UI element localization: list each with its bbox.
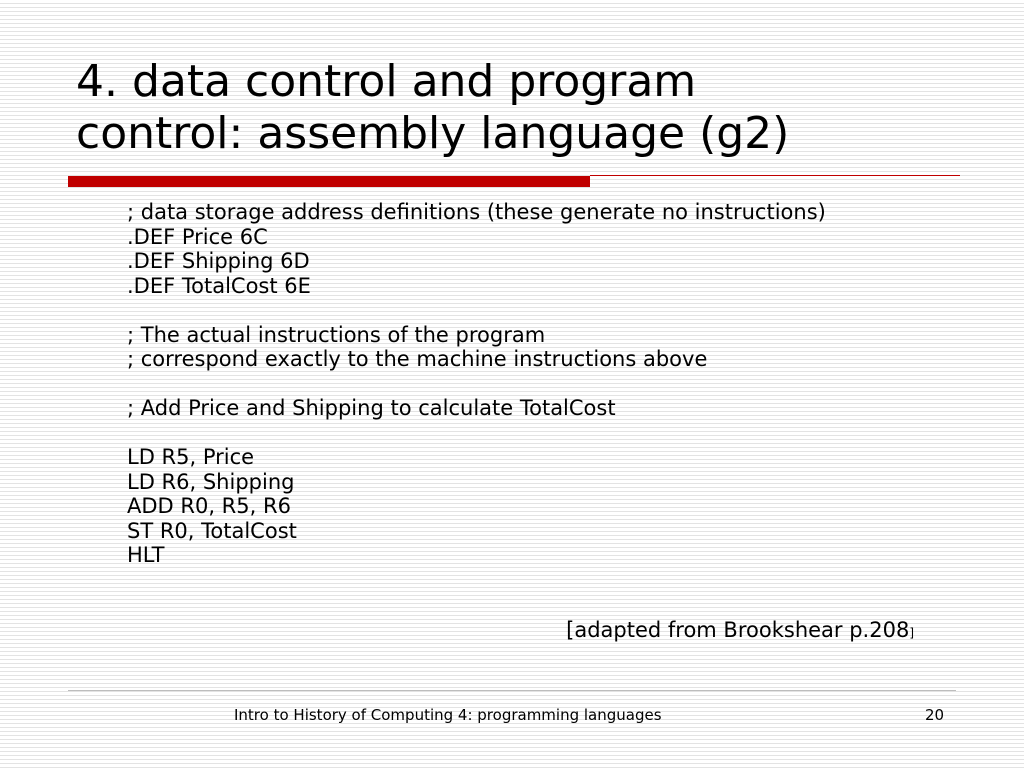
title-underline-thin	[590, 175, 960, 176]
page-number: 20	[925, 706, 945, 724]
title-underline-thick	[68, 176, 590, 187]
code-line-blank	[127, 421, 847, 446]
code-line-ld-r6: LD R6, Shipping	[127, 469, 295, 494]
code-line-blank	[127, 298, 847, 323]
code-line-blank	[127, 372, 847, 397]
citation-close-bracket: ]	[909, 626, 914, 640]
code-line-def-price: .DEF Price 6C	[127, 224, 268, 249]
footer-divider	[68, 690, 956, 691]
code-line-ld-r5: LD R5, Price	[127, 445, 255, 469]
citation	[566, 617, 914, 646]
code-line-def-totalcost: .DEF TotalCost 6E	[127, 273, 311, 298]
slide-title	[76, 56, 976, 160]
code-line-def-shipping: .DEF Shipping 6D	[127, 249, 310, 273]
code-line-comment-actual-instructions: ; The actual instructions of the program	[127, 322, 546, 347]
slide-title-line-1: 4. data control and program	[76, 56, 697, 107]
code-line-st: ST R0, TotalCost	[127, 518, 297, 543]
citation-text: [adapted from Brookshear p.208	[566, 618, 910, 642]
slide-title-line-2: control: assembly language (g2)	[76, 108, 790, 159]
footer-course-title: Intro to History of Computing 4: programming languages	[234, 706, 662, 724]
assembly-code-block	[127, 200, 847, 568]
code-line-hlt: HLT	[127, 543, 165, 567]
code-line-add: ADD R0, R5, R6	[127, 494, 291, 518]
code-line-comment-correspond: ; correspond exactly to the machine instructions above	[127, 347, 708, 371]
code-line-comment-add: ; Add Price and Shipping to calculate TotalCost	[127, 396, 616, 420]
code-line-comment-definitions: ; data storage address definitions (these generate no instructions)	[127, 200, 826, 224]
